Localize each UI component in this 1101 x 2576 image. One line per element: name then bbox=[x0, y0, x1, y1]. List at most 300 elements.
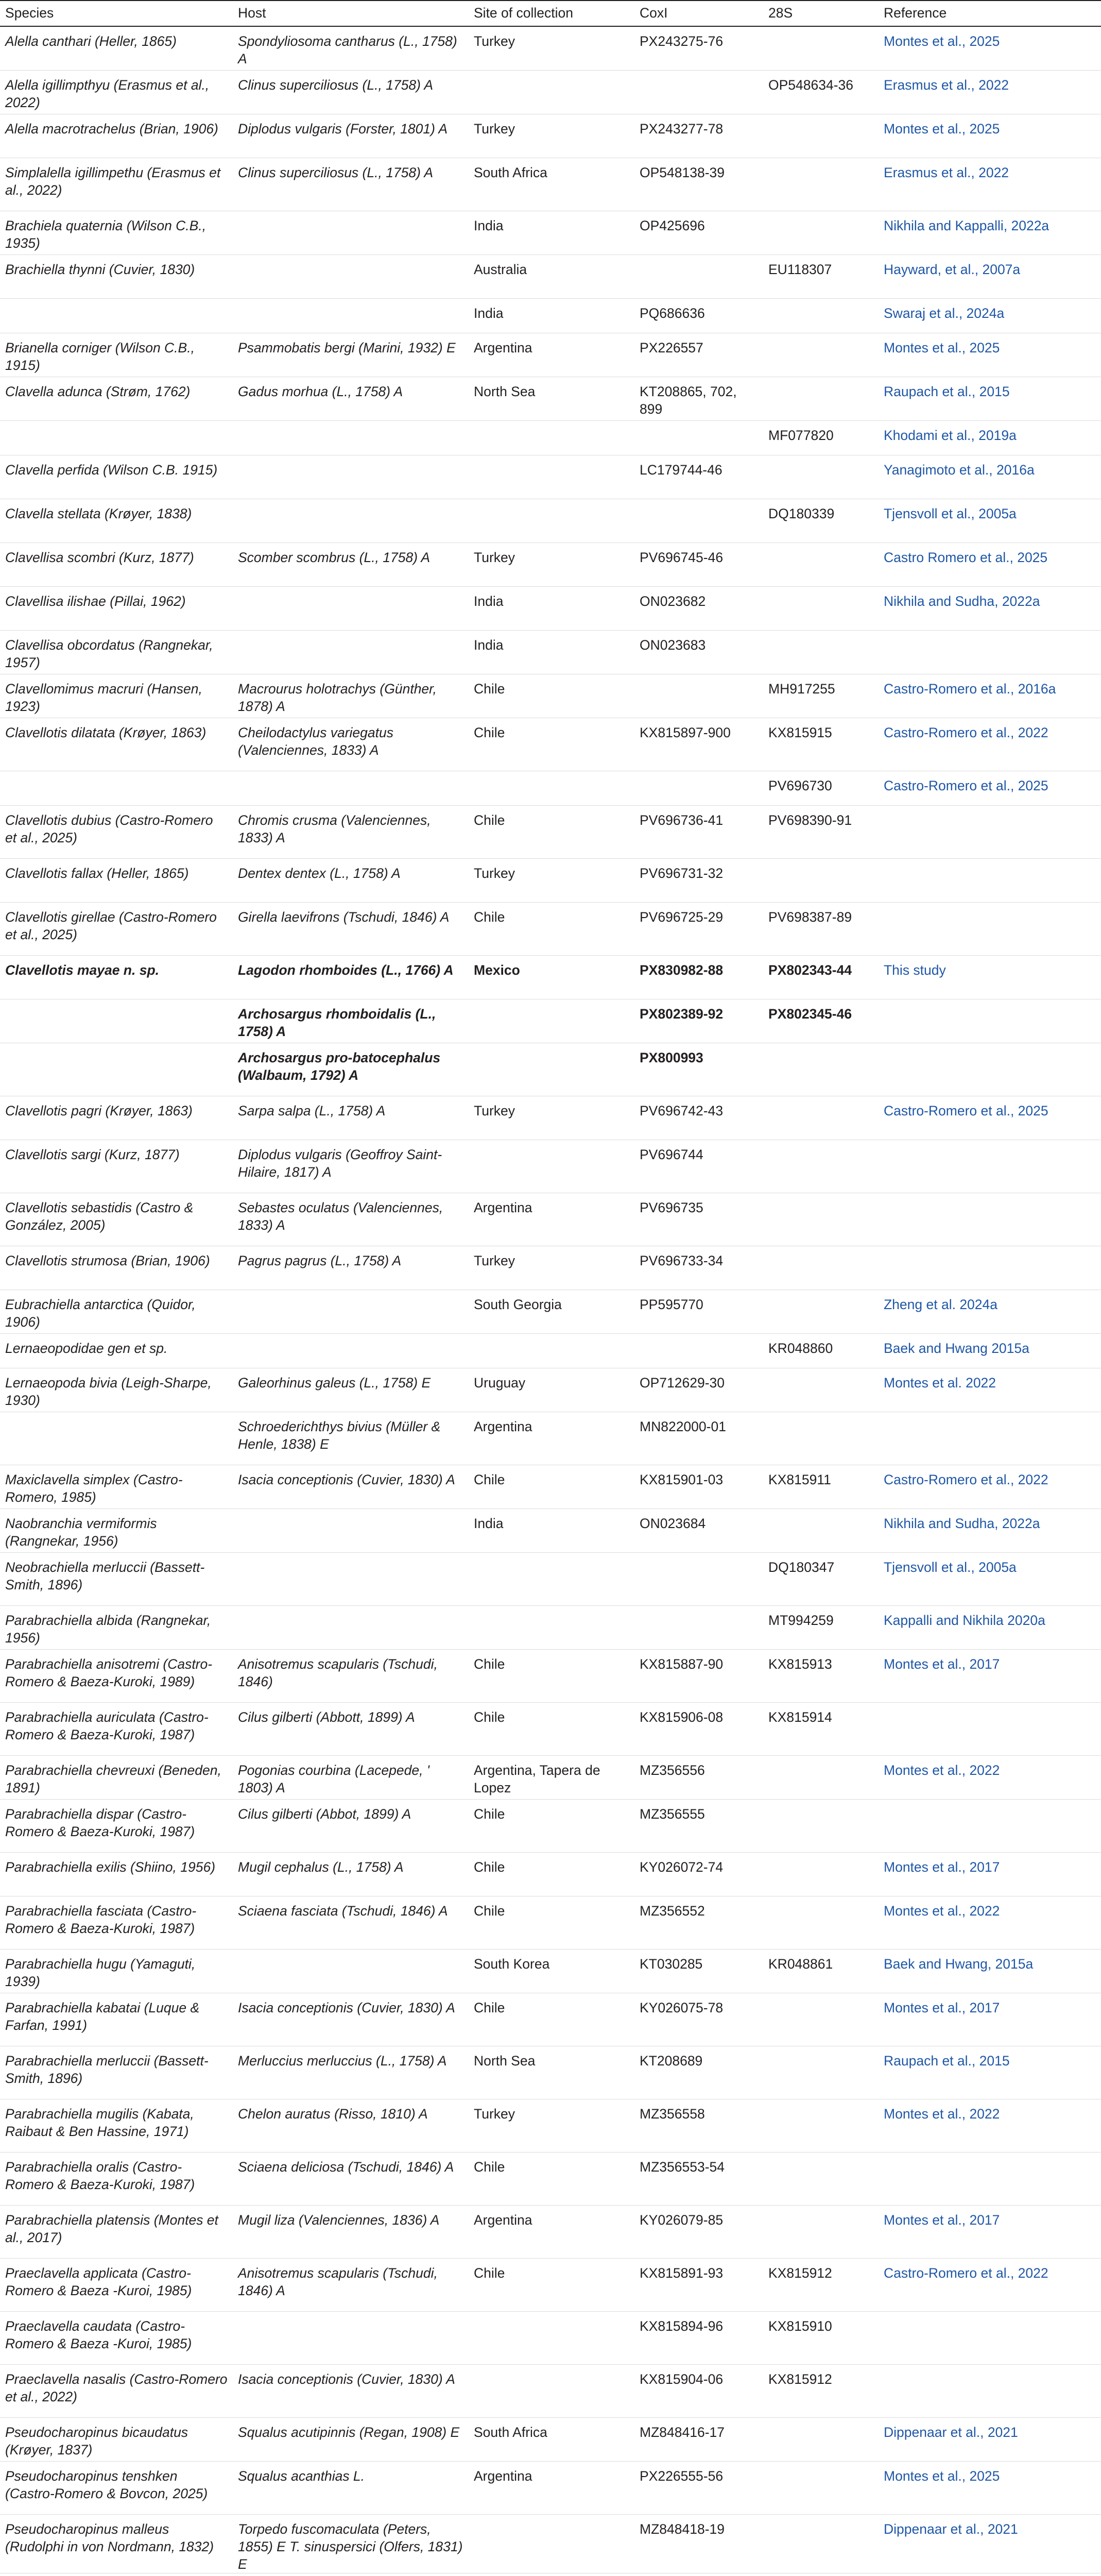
28s-cell bbox=[763, 2152, 879, 2205]
coi-cell bbox=[634, 2152, 763, 2205]
species-cell bbox=[0, 858, 233, 902]
species-cell bbox=[0, 1649, 233, 1702]
table-row bbox=[0, 902, 1101, 955]
site-cell bbox=[469, 1290, 634, 1333]
species-cell bbox=[0, 1290, 233, 1333]
species-cell-text: Parabrachiella hugu (Yamaguti, 1939) bbox=[5, 1956, 196, 1989]
table-row bbox=[0, 2311, 1101, 2364]
28s-cell bbox=[763, 1043, 879, 1096]
site-cell bbox=[469, 1702, 634, 1755]
host-cell bbox=[233, 1993, 469, 2046]
reference-cell-text: Montes et al., 2017 bbox=[884, 2212, 1000, 2228]
coi-cell-text: KT208689 bbox=[640, 2053, 703, 2069]
species-cell bbox=[0, 2258, 233, 2311]
host-cell bbox=[233, 1799, 469, 1852]
host-cell bbox=[233, 1552, 469, 1605]
28s-cell bbox=[763, 26, 879, 70]
table-row bbox=[0, 2461, 1101, 2514]
reference-cell-text: Montes et al., 2022 bbox=[884, 1762, 1000, 1778]
species-cell-text: Parabrachiella albida (Rangnekar, 1956) bbox=[5, 1612, 211, 1646]
reference-cell bbox=[879, 1993, 1101, 2046]
species-cell-text: Parabrachiella exilis (Shiino, 1956) bbox=[5, 1859, 216, 1875]
site-cell-text: Chile bbox=[474, 1859, 505, 1875]
table-row bbox=[0, 718, 1101, 771]
site-cell bbox=[469, 1246, 634, 1290]
coi-cell bbox=[634, 1755, 763, 1799]
host-cell bbox=[233, 1193, 469, 1246]
coi-cell bbox=[634, 211, 763, 255]
coi-cell-text: PV696744 bbox=[640, 1146, 703, 1162]
species-cell bbox=[0, 2205, 233, 2258]
host-cell bbox=[233, 255, 469, 298]
reference-cell bbox=[879, 718, 1101, 771]
site-cell-text: Turkey bbox=[474, 549, 515, 565]
species-cell bbox=[0, 1702, 233, 1755]
site-cell-text: Chile bbox=[474, 1999, 505, 2015]
species-cell bbox=[0, 1140, 233, 1193]
site-cell-text: Argentina bbox=[474, 1199, 532, 1215]
site-cell bbox=[469, 420, 634, 455]
species-cell-text: Neobrachiella merluccii (Bassett-Smith, 1896) bbox=[5, 1559, 205, 1592]
species-cell bbox=[0, 1993, 233, 2046]
table-row bbox=[0, 455, 1101, 499]
species-cell bbox=[0, 1043, 233, 1096]
species-cell-text: Praeclavella nasalis (Castro-Romero et al., 2022) bbox=[5, 2371, 228, 2404]
species-cell-text: Clavellisa obcordatus (Rangnekar, 1957) bbox=[5, 637, 213, 670]
species-cell-text: Clavellotis fallax (Heller, 1865) bbox=[5, 865, 189, 881]
reference-cell bbox=[879, 902, 1101, 955]
site-cell bbox=[469, 1043, 634, 1096]
species-cell bbox=[0, 1755, 233, 1799]
reference-cell bbox=[879, 1799, 1101, 1852]
site-cell-text: India bbox=[474, 217, 504, 233]
reference-cell bbox=[879, 158, 1101, 211]
species-cell bbox=[0, 1412, 233, 1465]
coi-cell bbox=[634, 455, 763, 499]
table-row bbox=[0, 333, 1101, 377]
site-cell bbox=[469, 902, 634, 955]
site-cell bbox=[469, 1465, 634, 1509]
coi-cell-text: MZ356556 bbox=[640, 1762, 705, 1778]
host-cell-text: Isacia conceptionis (Cuvier, 1830) A bbox=[238, 1999, 455, 2015]
table-body bbox=[0, 26, 1101, 2576]
coi-cell bbox=[634, 1993, 763, 2046]
species-cell bbox=[0, 805, 233, 858]
28s-cell bbox=[763, 1333, 879, 1368]
species-cell-text: Clavellotis sargi (Kurz, 1877) bbox=[5, 1146, 180, 1162]
reference-cell-text: Baek and Hwang, 2015a bbox=[884, 1956, 1034, 1972]
species-cell-text: Clavellotis dubius (Castro-Romero et al., 2025) bbox=[5, 812, 213, 845]
site-cell bbox=[469, 2046, 634, 2099]
reference-cell-text: Tjensvoll et al., 2005a bbox=[884, 505, 1017, 521]
species-cell-text: Alella igillimpthyu (Erasmus et al., 2022) bbox=[5, 77, 210, 110]
table-row bbox=[0, 1552, 1101, 1605]
site-cell-text: South Africa bbox=[474, 164, 547, 180]
host-cell bbox=[233, 1702, 469, 1755]
reference-cell-text: Raupach et al., 2015 bbox=[884, 383, 1010, 399]
site-cell-text: Chile bbox=[474, 909, 505, 925]
reference-cell bbox=[879, 999, 1101, 1043]
28s-cell bbox=[763, 158, 879, 211]
table-row bbox=[0, 1755, 1101, 1799]
table-row bbox=[0, 377, 1101, 420]
site-cell bbox=[469, 455, 634, 499]
species-cell-text: Parabrachiella fasciata (Castro-Romero & Baeza-Kuroki, 1987) bbox=[5, 1903, 197, 1936]
header-species: Species bbox=[0, 1, 233, 26]
host-cell-text: Diplodus vulgaris (Forster, 1801) A bbox=[238, 121, 448, 137]
28s-cell bbox=[763, 2205, 879, 2258]
28s-cell-text: PX802345-46 bbox=[768, 1006, 852, 1022]
coi-cell-text: KX815904-06 bbox=[640, 2371, 724, 2387]
species-cell-text: Pseudocharopinus malleus (Rudolphi in von Nordmann, 1832) bbox=[5, 2521, 214, 2554]
coi-cell-text: MZ356558 bbox=[640, 2106, 705, 2122]
host-cell-text: Clinus superciliosus (L., 1758) A bbox=[238, 164, 434, 180]
table-row bbox=[0, 1649, 1101, 1702]
species-cell-text: Eubrachiella antarctica (Quidor, 1906) bbox=[5, 1296, 196, 1330]
species-cell-text: Praeclavella applicata (Castro-Romero & Baeza -Kuroi, 1985) bbox=[5, 2265, 192, 2298]
species-cell bbox=[0, 211, 233, 255]
coi-cell bbox=[634, 1605, 763, 1649]
species-cell bbox=[0, 2152, 233, 2205]
table-row bbox=[0, 586, 1101, 630]
28s-cell-text: KX815912 bbox=[768, 2371, 832, 2387]
table-row bbox=[0, 1333, 1101, 1368]
reference-cell bbox=[879, 1702, 1101, 1755]
species-cell bbox=[0, 1368, 233, 1412]
host-cell bbox=[233, 1465, 469, 1509]
host-cell bbox=[233, 1246, 469, 1290]
species-cell bbox=[0, 333, 233, 377]
28s-cell bbox=[763, 902, 879, 955]
coi-cell-text: MZ848418-19 bbox=[640, 2521, 725, 2537]
table-row bbox=[0, 1702, 1101, 1755]
reference-cell bbox=[879, 1043, 1101, 1096]
site-cell-text: Mexico bbox=[474, 962, 520, 978]
host-cell-text: Sarpa salpa (L., 1758) A bbox=[238, 1103, 386, 1118]
coi-cell-text: ON023682 bbox=[640, 593, 706, 609]
site-cell bbox=[469, 333, 634, 377]
reference-cell-text: Nikhila and Kappalli, 2022a bbox=[884, 217, 1050, 233]
species-cell-text: Clavellisa scombri (Kurz, 1877) bbox=[5, 549, 194, 565]
reference-cell bbox=[879, 1333, 1101, 1368]
28s-cell-text: DQ180347 bbox=[768, 1559, 835, 1575]
28s-cell bbox=[763, 2099, 879, 2152]
host-cell-text: Gadus morhua (L., 1758) A bbox=[238, 383, 403, 399]
site-cell bbox=[469, 1852, 634, 1896]
species-cell bbox=[0, 1333, 233, 1368]
coi-cell bbox=[634, 805, 763, 858]
host-cell-text: Pagrus pagrus (L., 1758) A bbox=[238, 1252, 402, 1268]
28s-cell-text: EU118307 bbox=[768, 261, 832, 277]
coi-cell bbox=[634, 2258, 763, 2311]
coi-cell bbox=[634, 1949, 763, 1993]
site-cell-text: North Sea bbox=[474, 2053, 536, 2069]
host-cell-text: Sciaena fasciata (Tschudi, 1846) A bbox=[238, 1903, 448, 1919]
reference-cell-text: Swaraj et al., 2024a bbox=[884, 305, 1005, 321]
site-cell bbox=[469, 718, 634, 771]
reference-cell bbox=[879, 499, 1101, 543]
site-cell bbox=[469, 1368, 634, 1412]
28s-cell-text: OP548634-36 bbox=[768, 77, 854, 93]
table-row bbox=[0, 1140, 1101, 1193]
coi-cell-text: KX815897-900 bbox=[640, 724, 731, 740]
host-cell-text: Sebastes oculatus (Valenciennes, 1833) A bbox=[238, 1199, 443, 1233]
site-cell-text: Argentina bbox=[474, 2212, 532, 2228]
host-cell bbox=[233, 999, 469, 1043]
28s-cell bbox=[763, 2573, 879, 2576]
28s-cell bbox=[763, 955, 879, 999]
site-cell-text: Chile bbox=[474, 2265, 505, 2281]
site-cell bbox=[469, 674, 634, 718]
site-cell bbox=[469, 1140, 634, 1193]
host-cell-text: Galeorhinus galeus (L., 1758) E bbox=[238, 1375, 431, 1391]
28s-cell bbox=[763, 1993, 879, 2046]
table-row bbox=[0, 674, 1101, 718]
species-cell bbox=[0, 1465, 233, 1509]
site-cell bbox=[469, 1193, 634, 1246]
table-row bbox=[0, 114, 1101, 158]
host-cell-text: Anisotremus scapularis (Tschudi, 1846) A bbox=[238, 2265, 438, 2298]
site-cell bbox=[469, 1993, 634, 2046]
28s-cell bbox=[763, 2461, 879, 2514]
species-cell-text: Clavellisa ilishae (Pillai, 1962) bbox=[5, 593, 186, 609]
reference-cell-text: Montes et al., 2025 bbox=[884, 33, 1000, 49]
28s-cell bbox=[763, 2311, 879, 2364]
table-row bbox=[0, 543, 1101, 586]
host-cell-text: Merluccius merluccius (L., 1758) A bbox=[238, 2053, 447, 2069]
coi-cell bbox=[634, 858, 763, 902]
site-cell-text: South Georgia bbox=[474, 1296, 562, 1312]
28s-cell bbox=[763, 499, 879, 543]
host-cell bbox=[233, 1368, 469, 1412]
28s-cell bbox=[763, 1246, 879, 1290]
coi-cell bbox=[634, 771, 763, 805]
site-cell bbox=[469, 805, 634, 858]
site-cell-text: Turkey bbox=[474, 1252, 515, 1268]
28s-cell-text: KX815912 bbox=[768, 2265, 832, 2281]
host-cell bbox=[233, 1043, 469, 1096]
coi-cell bbox=[634, 1193, 763, 1246]
site-cell bbox=[469, 2417, 634, 2461]
table-row bbox=[0, 999, 1101, 1043]
reference-cell bbox=[879, 1246, 1101, 1290]
coi-cell-text: PP595770 bbox=[640, 1296, 703, 1312]
species-cell-text: Clavellotis pagri (Krøyer, 1863) bbox=[5, 1103, 193, 1118]
28s-cell bbox=[763, 1368, 879, 1412]
reference-cell-text: Montes et al., 2017 bbox=[884, 1656, 1000, 1672]
28s-cell-text: PV698390-91 bbox=[768, 812, 852, 828]
table-row bbox=[0, 2046, 1101, 2099]
reference-cell bbox=[879, 2514, 1101, 2573]
host-cell bbox=[233, 2364, 469, 2417]
coi-cell bbox=[634, 114, 763, 158]
species-cell bbox=[0, 1949, 233, 1993]
species-cell-text: Naobranchia vermiformis (Rangnekar, 1956) bbox=[5, 1515, 157, 1549]
species-cell bbox=[0, 499, 233, 543]
28s-cell bbox=[763, 1949, 879, 1993]
host-cell-text: Squalus acanthias L. bbox=[238, 2468, 365, 2484]
reference-cell-text: Tjensvoll et al., 2005a bbox=[884, 1559, 1017, 1575]
site-cell bbox=[469, 2461, 634, 2514]
28s-cell-text: DQ180339 bbox=[768, 505, 835, 521]
host-cell bbox=[233, 674, 469, 718]
coi-cell-text: MZ356552 bbox=[640, 1903, 705, 1919]
coi-cell bbox=[634, 1412, 763, 1465]
reference-cell bbox=[879, 2152, 1101, 2205]
coi-cell-text: KY026079-85 bbox=[640, 2212, 724, 2228]
28s-cell bbox=[763, 674, 879, 718]
28s-cell bbox=[763, 1852, 879, 1896]
28s-cell-text: PV698387-89 bbox=[768, 909, 852, 925]
host-cell bbox=[233, 771, 469, 805]
host-cell bbox=[233, 2311, 469, 2364]
site-cell bbox=[469, 858, 634, 902]
site-cell-text: Uruguay bbox=[474, 1375, 526, 1391]
host-cell bbox=[233, 1140, 469, 1193]
reference-cell bbox=[879, 1290, 1101, 1333]
table-row bbox=[0, 805, 1101, 858]
site-cell bbox=[469, 999, 634, 1043]
reference-cell bbox=[879, 1193, 1101, 1246]
site-cell bbox=[469, 955, 634, 999]
host-cell-text: Dentex dentex (L., 1758) A bbox=[238, 865, 401, 881]
28s-cell bbox=[763, 211, 879, 255]
species-cell bbox=[0, 902, 233, 955]
28s-cell-text: KR048861 bbox=[768, 1956, 833, 1972]
species-cell-text: Pseudocharopinus tenshken (Castro-Romero & Bovcon, 2025) bbox=[5, 2468, 208, 2501]
coi-cell-text: OP425696 bbox=[640, 217, 705, 233]
coi-cell bbox=[634, 674, 763, 718]
coi-cell-text: PX226557 bbox=[640, 340, 703, 355]
host-cell-text: Cilus gilberti (Abbot, 1899) A bbox=[238, 1806, 411, 1822]
host-cell-text: Archosargus rhomboidalis (L., 1758) A bbox=[238, 1006, 436, 1039]
coi-cell bbox=[634, 1852, 763, 1896]
species-cell bbox=[0, 2099, 233, 2152]
host-cell-text: Schroederichthys bivius (Müller & Henle, 1838) E bbox=[238, 1418, 441, 1452]
host-cell-text: Girella laevifrons (Tschudi, 1846) A bbox=[238, 909, 450, 925]
site-cell-text: Chile bbox=[474, 1656, 505, 1672]
coi-cell bbox=[634, 1465, 763, 1509]
reference-cell bbox=[879, 805, 1101, 858]
site-cell-text: Turkey bbox=[474, 121, 515, 137]
species-cell-text: Parabrachiella merluccii (Bassett-Smith, 1896) bbox=[5, 2053, 209, 2086]
species-cell bbox=[0, 1246, 233, 1290]
table-row bbox=[0, 2364, 1101, 2417]
coi-cell bbox=[634, 2205, 763, 2258]
reference-cell-text: Yanagimoto et al., 2016a bbox=[884, 462, 1035, 478]
species-cell bbox=[0, 955, 233, 999]
table-row bbox=[0, 420, 1101, 455]
coi-cell-text: OP712629-30 bbox=[640, 1375, 725, 1391]
species-cell bbox=[0, 70, 233, 114]
28s-cell bbox=[763, 2417, 879, 2461]
coi-cell-text: PX802389-92 bbox=[640, 1006, 724, 1022]
reference-cell bbox=[879, 1096, 1101, 1140]
coi-cell-text: ON023683 bbox=[640, 637, 706, 653]
coi-cell-text: KY026072-74 bbox=[640, 1859, 724, 1875]
28s-cell bbox=[763, 999, 879, 1043]
host-cell-text: Isacia conceptionis (Cuvier, 1830) A bbox=[238, 1471, 455, 1487]
reference-cell bbox=[879, 1412, 1101, 1465]
host-cell bbox=[233, 377, 469, 420]
reference-cell-text: Raupach et al., 2015 bbox=[884, 2053, 1010, 2069]
coi-cell bbox=[634, 1799, 763, 1852]
species-cell bbox=[0, 2573, 233, 2576]
table-row bbox=[0, 2573, 1101, 2576]
table-row bbox=[0, 1368, 1101, 1412]
host-cell bbox=[233, 1333, 469, 1368]
host-cell-text: Scomber scombrus (L., 1758) A bbox=[238, 549, 431, 565]
reference-cell bbox=[879, 543, 1101, 586]
coi-cell-text: PV696742-43 bbox=[640, 1103, 724, 1118]
28s-cell bbox=[763, 858, 879, 902]
table-row bbox=[0, 499, 1101, 543]
28s-cell-text: MF077820 bbox=[768, 427, 834, 443]
coi-cell bbox=[634, 333, 763, 377]
coi-cell bbox=[634, 2364, 763, 2417]
species-cell bbox=[0, 1509, 233, 1552]
species-cell-text: Clavellotis dilatata (Krøyer, 1863) bbox=[5, 724, 207, 740]
coi-cell-text: KX815901-03 bbox=[640, 1471, 724, 1487]
table-row bbox=[0, 255, 1101, 298]
species-cell-text: Parabrachiella oralis (Castro-Romero & Baeza-Kuroki, 1987) bbox=[5, 2159, 195, 2192]
coi-cell bbox=[634, 1246, 763, 1290]
header-reference: Reference bbox=[879, 1, 1101, 26]
reference-cell-text: Montes et al., 2025 bbox=[884, 121, 1000, 137]
species-cell-text: Pseudocharopinus bicaudatus (Krøyer, 1837) bbox=[5, 2424, 188, 2458]
coi-cell-text: MZ848416-17 bbox=[640, 2424, 725, 2440]
species-cell bbox=[0, 377, 233, 420]
table-row bbox=[0, 1605, 1101, 1649]
coi-cell-text: OP548138-39 bbox=[640, 164, 725, 180]
coi-cell-text: PV696725-29 bbox=[640, 909, 724, 925]
coi-cell bbox=[634, 2573, 763, 2576]
reference-cell-text: Montes et al., 2017 bbox=[884, 1999, 1000, 2015]
species-cell bbox=[0, 771, 233, 805]
reference-cell bbox=[879, 333, 1101, 377]
site-cell-text: South Korea bbox=[474, 1956, 550, 1972]
site-cell-text: Argentina bbox=[474, 340, 532, 355]
28s-cell bbox=[763, 1096, 879, 1140]
species-cell bbox=[0, 1896, 233, 1949]
species-cell bbox=[0, 26, 233, 70]
host-cell bbox=[233, 2046, 469, 2099]
coi-cell bbox=[634, 955, 763, 999]
table-row bbox=[0, 2152, 1101, 2205]
host-cell bbox=[233, 420, 469, 455]
species-cell-text: Parabrachiella auriculata (Castro-Romero & Baeza-Kuroki, 1987) bbox=[5, 1709, 209, 1742]
species-cell-text: Lernaeopodidae gen et sp. bbox=[5, 1340, 168, 1356]
site-cell bbox=[469, 158, 634, 211]
28s-cell bbox=[763, 1509, 879, 1552]
table-row bbox=[0, 630, 1101, 674]
host-cell bbox=[233, 902, 469, 955]
host-cell bbox=[233, 26, 469, 70]
table-row bbox=[0, 1290, 1101, 1333]
host-cell-text: Clinus superciliosus (L., 1758) A bbox=[238, 77, 434, 93]
table-row bbox=[0, 2099, 1101, 2152]
species-cell bbox=[0, 2364, 233, 2417]
host-cell bbox=[233, 1852, 469, 1896]
coi-cell-text: PX226555-56 bbox=[640, 2468, 724, 2484]
coi-cell bbox=[634, 1509, 763, 1552]
species-cell-text: Clavella perfida (Wilson C.B. 1915) bbox=[5, 462, 218, 478]
table-row bbox=[0, 955, 1101, 999]
host-cell bbox=[233, 805, 469, 858]
site-cell-text: Chile bbox=[474, 2159, 505, 2175]
species-cell-text: Brianella corniger (Wilson C.B., 1915) bbox=[5, 340, 195, 373]
coi-cell bbox=[634, 999, 763, 1043]
